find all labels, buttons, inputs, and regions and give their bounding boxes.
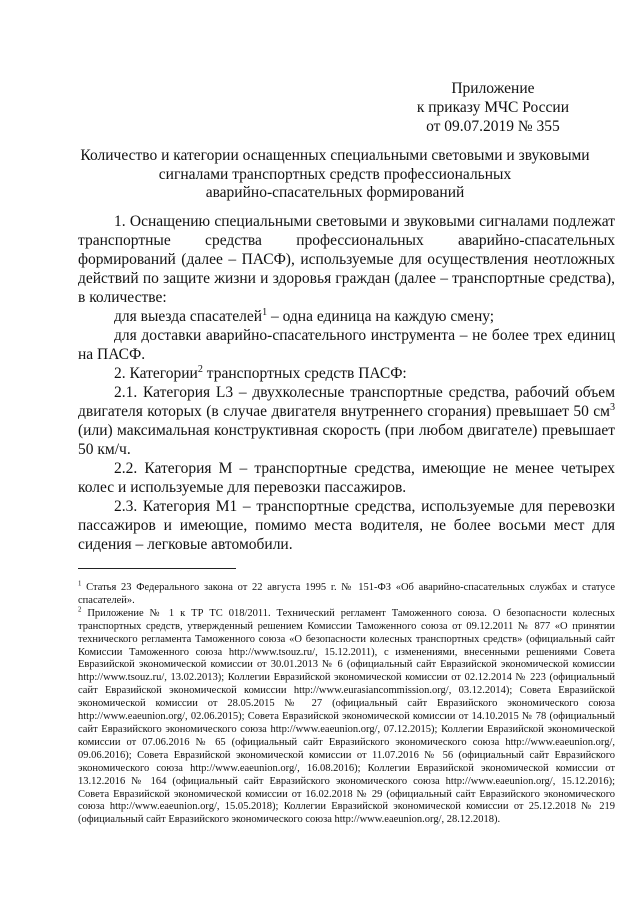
- footnote-2-mark: 2: [78, 606, 82, 614]
- paragraph-1: 1. Оснащению специальными световыми и звуковыми сигналами подлежат транспортные средства профессиональных аварийно-спасательных формирований (далее – ПАСФ), используемые для осуществления неотложных действий по защите жизни и здоровья граждан (далее – транспортные средства), в количестве:: [78, 213, 615, 306]
- footnote-2-text: Приложение № 1 к ТР ТС 018/2011. Технический регламент Таможенного союза. О безопасности колесных транспортных средств, утвержденный решением Комиссии Таможенного союза от 09.12.2011 № 877 «О принятии технического регламента Таможенного союза «О безопасности колесных транспортных средств» (официальный сайт Комиссии Таможенного союза http://www.tsouz.ru/, 15.12.2011), с изменениями, внесенными решениями Совета Евразийской экономической комиссии от 30.01.2013 № 6 (официальный сайт Евразийской экономической комиссии http://www.tsouz.ru/, 13.02.2013); Коллегии Евразийской экономической комиссии от 02.12.2014 № 223 (официальный сайт Евразийской экономической комиссии http://www.eurasiancommission.org/, 03.12.2014); Совета Евразийской экономической комиссии от 28.05.2015 № 27 (официальный сайт Евразийского экономического союза http://www.eaeunion.org/, 02.06.2015); Совета Евразийской экономической комиссии от 14.10.2015 № 78 (официальный сайт Евразийского экономического союза http://www.eaeunion.org/, 07.12.2015); Коллегии Евразийской экономической комиссии от 07.06.2016 № 65 (официальный сайт Евразийского экономического союза http://www.eaeunion.org/, 09.06.2016); Совета Евразийской экономической комиссии от 11.07.2016 № 56 (официальный сайт Евразийского экономического союза http://www.eaeunion.org/, 16.08.2016); Коллегии Евразийской экономической комиссии от 13.12.2016 № 164 (официальный сайт Евразийского экономического союза http://www.eaeunion.org/, 15.12.2016); Совета Евразийской экономической комиссии от 16.02.2018 № 29 (официальный сайт Евразийского экономического союза http://www.eaeunion.org/, 15.05.2018); Коллегии Евразийской экономической комиссии от 25.12.2018 № 219 (официальный сайт Евразийского экономического союза http://www.eaeunion.org/, 28.12.2018).: [78, 607, 615, 826]
- paragraph-2: [78, 307, 615, 326]
- paragraph-4: [78, 364, 615, 383]
- footnote-separator: [78, 568, 236, 569]
- appendix-header: [417, 79, 569, 136]
- title-line-2: сигналами транспортных средств профессиональных: [158, 165, 512, 183]
- footnotes: [78, 582, 615, 827]
- paragraph-7: 2.3. Категория М1 – транспортные средства, используемые для перевозки пассажиров и имеющие, помимо места водителя, не более восьми мест для сидения – легковые автомобили.: [78, 498, 615, 553]
- appendix-line-1: Приложение: [451, 80, 535, 97]
- appendix-line-3: от 09.07.2019 № 355: [426, 118, 560, 135]
- footnote-2: [78, 608, 615, 827]
- paragraph-5: [78, 383, 615, 459]
- document-title: [60, 147, 610, 203]
- paragraph-4-rest: транспортных средств ПАСФ:: [202, 365, 407, 382]
- appendix-line-2: к приказу МЧС России: [416, 99, 569, 116]
- title-line-3: аварийно-спасательных формирований: [205, 184, 465, 201]
- title-line-1: Количество и категории оснащенных специальными световыми и звуковыми: [80, 147, 590, 164]
- paragraph-5-text: 2.1. Категория L3 – двухколесные транспортные средства, рабочий объем двигателя которых (в случае двигателя внутреннего сгорания) превышает 50 см: [78, 384, 615, 420]
- paragraph-2-rest: – одна единица на каждую смену;: [267, 308, 495, 325]
- paragraph-3: для доставки аварийно-спасательного инструмента – не более трех единиц на ПАСФ.: [78, 327, 615, 363]
- document-body: [78, 212, 615, 554]
- footnote-1: [78, 582, 615, 608]
- footnote-ref-1: 1: [262, 306, 268, 318]
- cubic-superscript: 3: [609, 401, 615, 413]
- footnote-ref-2: 2: [197, 363, 203, 375]
- paragraph-4-text: 2. Категории: [114, 365, 198, 382]
- paragraph-6: 2.2. Категория М – транспортные средства, имеющие не менее четырех колес и используемые для перевозки пассажиров.: [78, 460, 615, 496]
- paragraph-5-rest: (или) максимальная конструктивная скорость (при любом двигателе) превышает 50 км/ч.: [78, 422, 615, 458]
- paragraph-2-text: для выезда спасателей: [114, 308, 263, 325]
- footnote-1-mark: 1: [78, 580, 82, 588]
- footnote-1-text: Статья 23 Федерального закона от 22 августа 1995 г. № 151-ФЗ «Об аварийно-спасательных службах и статусе спасателей».: [78, 582, 615, 606]
